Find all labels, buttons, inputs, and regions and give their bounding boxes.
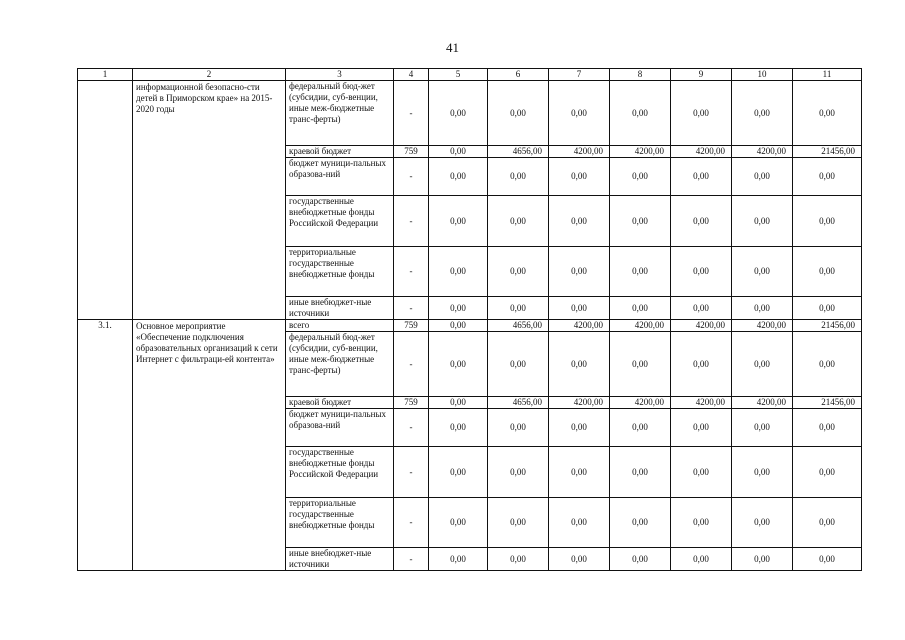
value-cell-col11: 0,00 <box>793 498 862 548</box>
value-cell-col8: 4200,00 <box>610 146 671 158</box>
value-cell-col11: 0,00 <box>793 447 862 498</box>
value-cell-col7: 0,00 <box>549 447 610 498</box>
funding-source-cell: иные внебюджет-ные источники <box>286 548 394 571</box>
table-row <box>78 81 862 146</box>
value-cell-col7: 0,00 <box>549 297 610 320</box>
row-number-cell: 3.1. <box>78 320 133 571</box>
header-cell-4: 4 <box>394 69 429 81</box>
header-cell-7: 7 <box>549 69 610 81</box>
value-cell-col8: 0,00 <box>610 548 671 571</box>
funding-source-cell: государственные внебюджетные фонды Российской Федерации <box>286 447 394 498</box>
funding-source-cell: государственные внебюджетные фонды Российской Федерации <box>286 196 394 247</box>
value-cell-col6: 0,00 <box>488 158 549 196</box>
code-cell: - <box>394 447 429 498</box>
value-cell-col11: 21456,00 <box>793 397 862 409</box>
funding-source-cell: бюджет муници-пальных образова-ний <box>286 409 394 447</box>
value-cell-col8: 4200,00 <box>610 397 671 409</box>
value-cell-col5: 0,00 <box>429 297 488 320</box>
code-cell: 759 <box>394 320 429 332</box>
value-cell-col9: 0,00 <box>671 247 732 297</box>
value-cell-col10: 0,00 <box>732 548 793 571</box>
code-cell: - <box>394 158 429 196</box>
value-cell-col11: 21456,00 <box>793 146 862 158</box>
value-cell-col8: 0,00 <box>610 498 671 548</box>
value-cell-col7: 0,00 <box>549 409 610 447</box>
value-cell-col6: 4656,00 <box>488 146 549 158</box>
value-cell-col8: 0,00 <box>610 332 671 397</box>
value-cell-col9: 0,00 <box>671 409 732 447</box>
header-cell-5: 5 <box>429 69 488 81</box>
value-cell-col9: 0,00 <box>671 447 732 498</box>
funding-source-cell: краевой бюджет <box>286 146 394 158</box>
value-cell-col9: 0,00 <box>671 548 732 571</box>
value-cell-col5: 0,00 <box>429 548 488 571</box>
header-cell-8: 8 <box>610 69 671 81</box>
measure-name-cell: информационной безопасно-сти детей в Приморском крае» на 2015-2020 годы <box>133 81 286 320</box>
funding-source-cell: федеральный бюд-жет (субсидии, суб-венции, иные меж-бюджетные транс-ферты) <box>286 81 394 146</box>
value-cell-col11: 0,00 <box>793 548 862 571</box>
funding-source-cell: бюджет муници-пальных образова-ний <box>286 158 394 196</box>
funding-source-cell: всего <box>286 320 394 332</box>
funding-source-cell: краевой бюджет <box>286 397 394 409</box>
value-cell-col7: 4200,00 <box>549 397 610 409</box>
value-cell-col8: 0,00 <box>610 447 671 498</box>
code-cell: - <box>394 297 429 320</box>
value-cell-col8: 0,00 <box>610 297 671 320</box>
value-cell-col11: 0,00 <box>793 247 862 297</box>
header-cell-11: 11 <box>793 69 862 81</box>
value-cell-col9: 4200,00 <box>671 146 732 158</box>
code-cell: - <box>394 81 429 146</box>
value-cell-col8: 0,00 <box>610 247 671 297</box>
code-cell: 759 <box>394 397 429 409</box>
value-cell-col6: 0,00 <box>488 498 549 548</box>
table-row <box>78 320 862 332</box>
value-cell-col8: 0,00 <box>610 158 671 196</box>
value-cell-col5: 0,00 <box>429 146 488 158</box>
value-cell-col6: 0,00 <box>488 196 549 247</box>
value-cell-col7: 0,00 <box>549 332 610 397</box>
funding-source-cell: территориальные государственные внебюджетные фонды <box>286 247 394 297</box>
value-cell-col7: 0,00 <box>549 498 610 548</box>
value-cell-col7: 4200,00 <box>549 320 610 332</box>
value-cell-col5: 0,00 <box>429 247 488 297</box>
value-cell-col9: 0,00 <box>671 81 732 146</box>
value-cell-col10: 0,00 <box>732 196 793 247</box>
value-cell-col8: 4200,00 <box>610 320 671 332</box>
budget-table <box>77 68 862 571</box>
value-cell-col8: 0,00 <box>610 81 671 146</box>
value-cell-col5: 0,00 <box>429 409 488 447</box>
code-cell: - <box>394 332 429 397</box>
value-cell-col7: 0,00 <box>549 247 610 297</box>
value-cell-col10: 0,00 <box>732 81 793 146</box>
value-cell-col8: 0,00 <box>610 409 671 447</box>
value-cell-col6: 0,00 <box>488 297 549 320</box>
value-cell-col9: 0,00 <box>671 196 732 247</box>
value-cell-col10: 0,00 <box>732 297 793 320</box>
value-cell-col5: 0,00 <box>429 196 488 247</box>
value-cell-col6: 4656,00 <box>488 320 549 332</box>
value-cell-col11: 0,00 <box>793 196 862 247</box>
value-cell-col9: 0,00 <box>671 498 732 548</box>
value-cell-col9: 4200,00 <box>671 320 732 332</box>
value-cell-col11: 0,00 <box>793 81 862 146</box>
code-cell: - <box>394 498 429 548</box>
value-cell-col10: 0,00 <box>732 498 793 548</box>
value-cell-col11: 0,00 <box>793 297 862 320</box>
value-cell-col10: 4200,00 <box>732 146 793 158</box>
value-cell-col10: 0,00 <box>732 158 793 196</box>
value-cell-col11: 0,00 <box>793 158 862 196</box>
value-cell-col10: 4200,00 <box>732 397 793 409</box>
value-cell-col5: 0,00 <box>429 332 488 397</box>
value-cell-col6: 0,00 <box>488 247 549 297</box>
value-cell-col10: 0,00 <box>732 247 793 297</box>
value-cell-col5: 0,00 <box>429 498 488 548</box>
header-cell-10: 10 <box>732 69 793 81</box>
value-cell-col9: 0,00 <box>671 332 732 397</box>
value-cell-col10: 0,00 <box>732 447 793 498</box>
header-cell-3: 3 <box>286 69 394 81</box>
value-cell-col10: 0,00 <box>732 332 793 397</box>
header-cell-1: 1 <box>78 69 133 81</box>
header-cell-2: 2 <box>133 69 286 81</box>
value-cell-col5: 0,00 <box>429 81 488 146</box>
code-cell: - <box>394 247 429 297</box>
value-cell-col9: 0,00 <box>671 158 732 196</box>
row-number-cell <box>78 81 133 320</box>
code-cell: 759 <box>394 146 429 158</box>
value-cell-col5: 0,00 <box>429 158 488 196</box>
value-cell-col5: 0,00 <box>429 320 488 332</box>
value-cell-col6: 0,00 <box>488 409 549 447</box>
value-cell-col9: 0,00 <box>671 297 732 320</box>
funding-source-cell: иные внебюджет-ные источники <box>286 297 394 320</box>
value-cell-col6: 0,00 <box>488 447 549 498</box>
value-cell-col10: 4200,00 <box>732 320 793 332</box>
value-cell-col7: 4200,00 <box>549 146 610 158</box>
value-cell-col7: 0,00 <box>549 548 610 571</box>
header-cell-6: 6 <box>488 69 549 81</box>
value-cell-col6: 0,00 <box>488 81 549 146</box>
value-cell-col8: 0,00 <box>610 196 671 247</box>
value-cell-col11: 21456,00 <box>793 320 862 332</box>
code-cell: - <box>394 196 429 247</box>
value-cell-col6: 0,00 <box>488 332 549 397</box>
code-cell: - <box>394 409 429 447</box>
header-row <box>78 69 862 81</box>
measure-name-cell: Основное мероприятие «Обеспечение подключения образовательных организаций к сети Интернет с фильтраци-ей контента» <box>133 320 286 571</box>
funding-source-cell: федеральный бюд-жет (субсидии, суб-венции, иные меж-бюджетные транс-ферты) <box>286 332 394 397</box>
code-cell: - <box>394 548 429 571</box>
value-cell-col7: 0,00 <box>549 81 610 146</box>
value-cell-col11: 0,00 <box>793 332 862 397</box>
value-cell-col10: 0,00 <box>732 409 793 447</box>
value-cell-col6: 4656,00 <box>488 397 549 409</box>
page-number: 41 <box>446 40 459 55</box>
value-cell-col7: 0,00 <box>549 196 610 247</box>
value-cell-col5: 0,00 <box>429 397 488 409</box>
value-cell-col5: 0,00 <box>429 447 488 498</box>
value-cell-col7: 0,00 <box>549 158 610 196</box>
value-cell-col9: 4200,00 <box>671 397 732 409</box>
value-cell-col6: 0,00 <box>488 548 549 571</box>
funding-source-cell: территориальные государственные внебюджетные фонды <box>286 498 394 548</box>
value-cell-col11: 0,00 <box>793 409 862 447</box>
header-cell-9: 9 <box>671 69 732 81</box>
